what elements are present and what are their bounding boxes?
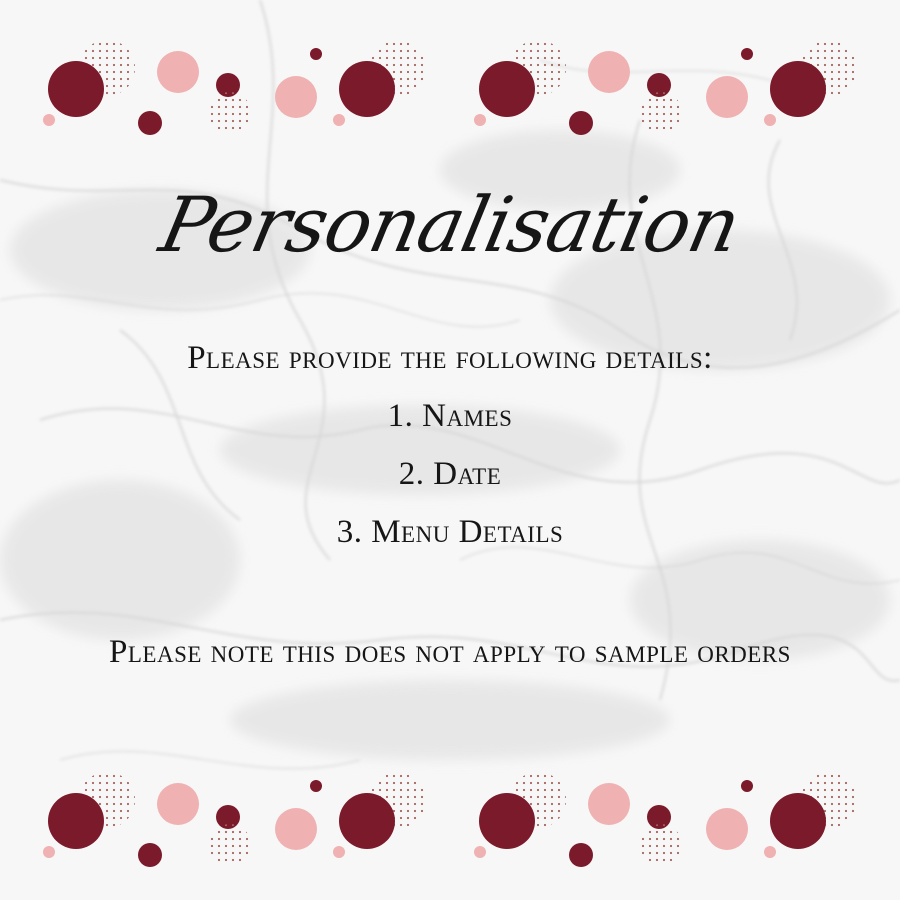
decorative-dots-bottom [0,762,900,882]
sample-orders-note: Please note this does not apply to sample orders [109,634,791,670]
detail-item-menu-details: 3. Menu Details [336,514,564,550]
detail-item-names: 1. Names [387,398,513,434]
instructions-heading: Please provide the following details: [187,340,713,376]
page-title: Personalisation [152,180,748,269]
detail-item-date: 2. Date [398,456,502,492]
decorative-dots-top [0,30,900,150]
